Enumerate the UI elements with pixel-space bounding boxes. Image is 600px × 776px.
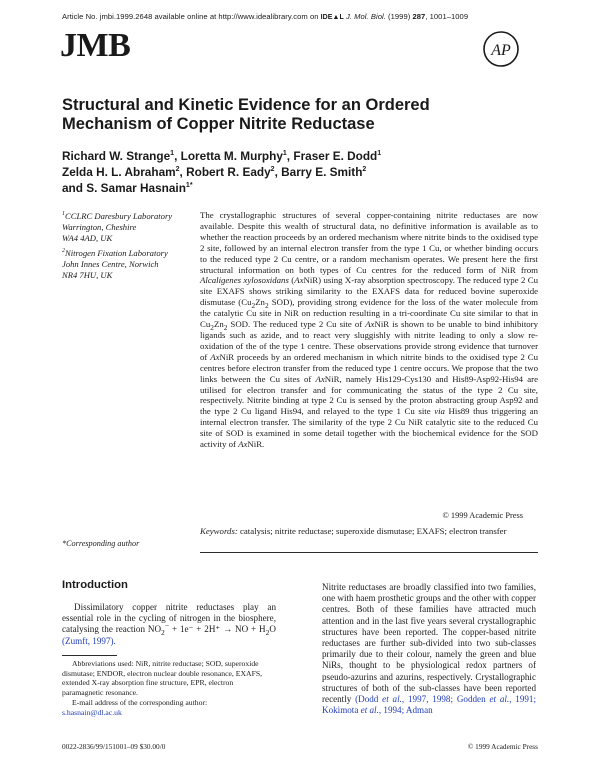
- journal-pages: 1001–1009: [429, 12, 469, 21]
- ideal-logo-mark: IDE▲L: [320, 14, 344, 21]
- affil-line: NR4 7HU, UK: [62, 270, 113, 280]
- author-affil: 1: [170, 150, 175, 158]
- abstract-divider: [200, 552, 538, 553]
- cite-part: et al.: [360, 705, 379, 716]
- title-line-1: Structural and Kinetic Evidence for an Ordered: [62, 96, 430, 114]
- abstract: [200, 210, 538, 450]
- intro-right-column: [322, 582, 536, 716]
- organism-name: Alcaligenes xylosoxidans: [200, 275, 289, 286]
- abstract-text: Zn: [255, 297, 265, 308]
- affil-line: Nitrogen Fixation Laboratory: [65, 248, 168, 258]
- affil-line: CCLRC Daresbury Laboratory: [65, 211, 173, 221]
- author-affil: 2: [175, 166, 180, 174]
- footnote: [62, 659, 276, 717]
- publisher-logo-text: AP: [491, 42, 511, 59]
- sep: ,: [179, 165, 183, 179]
- article-title: [62, 96, 542, 134]
- abstract-text: NiR) using X-ray absorption spectroscopy. The reduced type 2 Cu site EXAFS shows striking similarity to the EXAFS data for reduced bovine superoxide dismutase (Cu: [200, 275, 538, 308]
- subscript: 2: [223, 322, 228, 332]
- eq-sup: −: [164, 621, 170, 631]
- cite-part: (Dodd: [355, 694, 383, 705]
- cite-part: et al.: [489, 694, 510, 705]
- sep: ,: [274, 165, 278, 179]
- cite-part: et al.: [382, 694, 402, 705]
- ax-prefix: Ax: [315, 373, 325, 384]
- subscript: 2: [264, 301, 269, 310]
- keywords: [200, 526, 538, 537]
- citation-link[interactable]: [355, 694, 453, 704]
- eq-sub: 2: [161, 628, 165, 638]
- eq-part: O: [269, 624, 276, 635]
- cite-part: , 1997, 1998;: [401, 694, 453, 705]
- intro-text: Nitrite reductases are broadly classified into two families, one with haem prosthetic groups and the other with copper centres. Both of these families have attracted much attention and in the last five years several crystallographic structures have been reported. The copper-based nitrite reductases are further sub-divided into two sub-classes primarily due to their colour, namely the green and blue NiRs, thought to be physiological redox partners of pseudo-azurins and azurins, respectively. Crystallographic structures of both of the sub-classes have been reported recently: [322, 582, 536, 705]
- ax-prefix: Ax: [294, 275, 304, 286]
- author-line-2: [62, 164, 542, 180]
- abstract-copyright: © 1999 Academic Press: [442, 511, 523, 520]
- eq-part: + 1e⁻ + 2H⁺ → NO + H: [169, 624, 266, 635]
- running-header: [62, 12, 468, 21]
- author-name: and S. Samar Hasnain: [62, 181, 186, 195]
- footer-code: 0022-2836/99/151001–09 $30.00/0: [62, 742, 166, 751]
- abstract-text: NiR, namely His129-Cys130 and His89-Asp92-His94 are utilised for electron transfer and for communicating the status of the type 2 Cu site, respectively. Nitrite binding at type 2 Cu is sensed by the proton abstracting group Asp92 and the type 2 Cu ligand His94, and relayed to the type 1 Cu site: [200, 373, 538, 417]
- author-name: Fraser E. Dodd: [293, 149, 378, 163]
- publisher-logo-icon: [482, 30, 520, 68]
- abstract-text: SOD. The reduced type 2 Cu site of: [227, 319, 366, 330]
- author-affil: 1: [282, 150, 287, 158]
- abstract-text: The crystallographic structures of several copper-containing nitrite reductases are now available. Despite this wealth of structural data, no definitive information is available as to whether the reaction proceeds by an ordered mechanism where nitrite binds to the oxidised type 2 site, followed by an internal electron transfer from the type 1 Cu, or whether binding occurs to the reduced type 2 Cu centre, or a random mechanism operates. We present here the first structural information on both types of Cu centres for the reduced form of NiR from: [200, 210, 538, 275]
- journal-volume: 287: [412, 12, 426, 21]
- abstract-text: Zn: [213, 319, 224, 330]
- eq-sub: 2: [265, 628, 270, 638]
- sep: ,: [286, 149, 291, 163]
- affiliation-1: [62, 211, 192, 244]
- cite-part: Godden: [456, 694, 490, 705]
- author-affil: 1: [377, 150, 382, 158]
- journal-pages-sep: ,: [425, 12, 430, 21]
- abstract-text: SOD), providing strong evidence for the loss of the water molecule from the catalytic Cu site in NiR on reduction resulting in a tri-coordinate Cu site similar to that in Cu: [200, 297, 538, 330]
- cite-part: , 1994; Adman: [378, 705, 433, 716]
- journal-name: J. Mol. Biol.: [345, 12, 386, 21]
- affiliation-2: [62, 248, 192, 281]
- abstract-text: (: [288, 275, 295, 286]
- author-name: Richard W. Strange: [62, 149, 171, 163]
- footer-copyright: © 1999 Academic Press: [467, 742, 538, 751]
- article-availability: Article No. jmbi.1999.2648 available online at http://www.idealibrary.com on: [62, 12, 319, 21]
- author-list: [62, 148, 542, 196]
- abstract-text: NiR.: [247, 439, 265, 450]
- footnote-divider: [62, 655, 117, 656]
- author-name: Robert R. Eady: [186, 165, 271, 179]
- affil-number: 2: [62, 248, 65, 255]
- citation-link[interactable]: (Zumft, 1997).: [62, 635, 116, 646]
- journal-year: (1999): [388, 12, 411, 21]
- email-link[interactable]: s.hasnain@dl.ac.uk: [62, 707, 122, 717]
- introduction-heading: Introduction: [62, 579, 128, 591]
- author-line-1: [62, 148, 542, 164]
- abstract-text: NiR proceeds by an ordered mechanism in which nitrite binds to the oxidised type 2 Cu centres before electron transfer from the reduced type 1 centre occurs. We propose that the two links between the Cu sites of: [200, 351, 539, 384]
- keywords-label: Keywords:: [200, 526, 238, 536]
- intro-text: Dissimilatory copper nitrite reductases play an essential role in the cycling of nitrogen in the biosphere, catalysing the reaction: [62, 602, 276, 635]
- cite-part: , 1991; Kokimota: [322, 694, 536, 716]
- author-line-3: [62, 180, 542, 196]
- publisher-logo: [482, 30, 520, 68]
- email-label: E-mail address of the corresponding author:: [72, 697, 208, 707]
- ax-prefix: Ax: [365, 319, 375, 330]
- author-affil: 2: [270, 166, 275, 174]
- abstract-text: NiR is shown to be unable to bind inhibitory ligands such as azide, and to react very sluggishly with nitrite leading to only a slow re-oxidation of the of the type 1 centre. These observations provide strong evidence that turnover of: [200, 319, 538, 362]
- ax-prefix: Ax: [238, 439, 248, 450]
- journal-logo: JMB: [60, 27, 131, 64]
- affil-number: 1: [62, 211, 65, 218]
- author-name: Loretta M. Murphy: [180, 149, 283, 163]
- affil-line: Warrington, Cheshire: [62, 222, 137, 232]
- intro-left-column: [62, 602, 276, 647]
- title-line-2: Mechanism of Copper Nitrite Reductase: [62, 115, 375, 133]
- author-affil: 1*: [185, 182, 193, 190]
- subscript: 2: [210, 322, 214, 332]
- latin-term: via: [434, 406, 445, 417]
- author-name: Zelda H. L. Abraham: [62, 165, 176, 179]
- reaction-equation: [147, 621, 276, 638]
- sep: ,: [174, 149, 178, 163]
- abstract-text: His89 thus triggering an internal electron transfer. The similarity of the type 2 Cu NiR catalytic site to the reduced Cu site of SOD is examined in some detail together with the biochemical evidence for the SOD activity of: [200, 406, 538, 450]
- affil-line: John Innes Centre, Norwich: [62, 259, 159, 269]
- ax-prefix: Ax: [210, 351, 220, 362]
- author-affil: 2: [362, 166, 367, 174]
- corresponding-author-note: *Corresponding author: [62, 539, 140, 548]
- subscript: 2: [251, 301, 256, 310]
- eq-part: NO: [147, 624, 162, 635]
- abbreviations-note: Abbreviations used: NiR, nitrite reductase; SOD, superoxide dismutase; ENDOR, electron nuclear double resonance, EXAFS, extended X-ray absorption fine structure, EPR, electron paramagnetic resonance.: [62, 659, 263, 698]
- author-name: Barry E. Smith: [281, 165, 363, 179]
- keywords-list: catalysis; nitrite reductase; superoxide dismutase; EXAFS; electron transfer: [237, 526, 507, 536]
- affil-line: WA4 4AD, UK: [62, 233, 113, 243]
